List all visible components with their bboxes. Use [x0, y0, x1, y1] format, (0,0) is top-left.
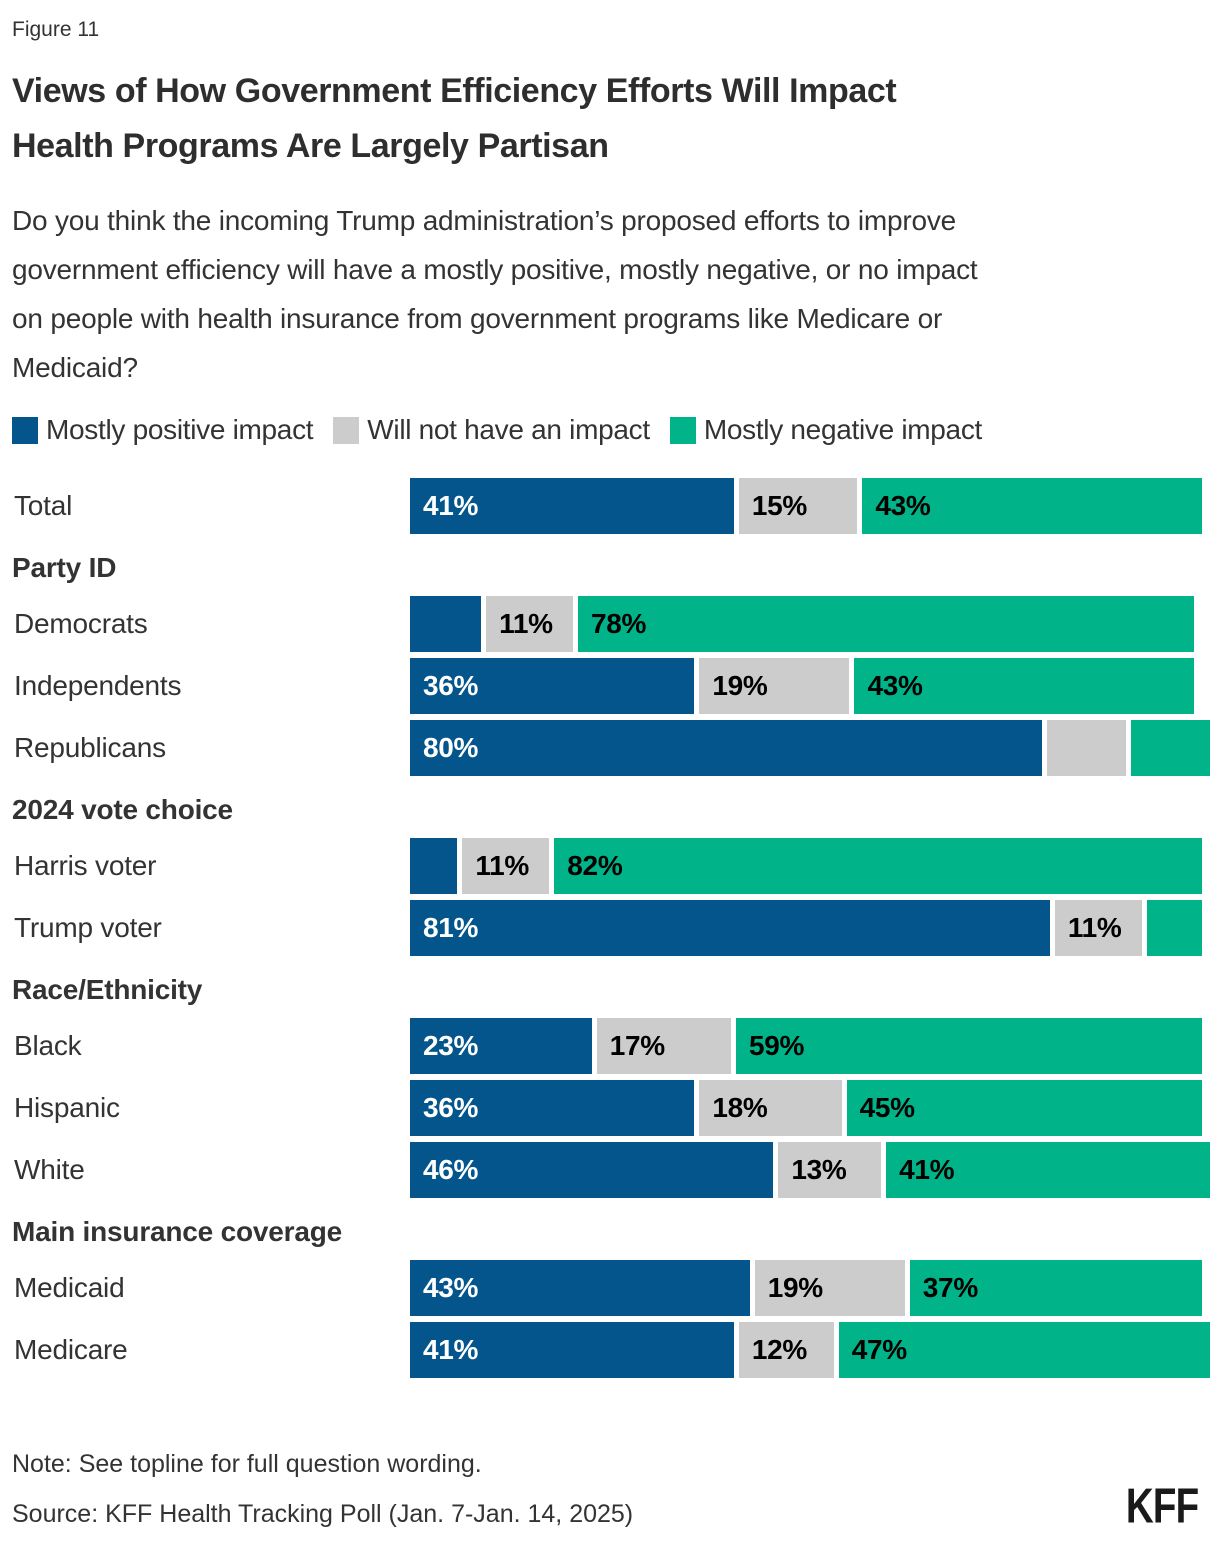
- bar-row: [12, 1142, 1206, 1198]
- segment-label: 41%: [423, 1334, 479, 1365]
- stacked-bar: [410, 1018, 1202, 1074]
- segment-label: 23%: [423, 1030, 479, 1061]
- segment-label: 37%: [922, 1272, 978, 1303]
- bar-segment-no-impact: [739, 478, 858, 534]
- bar-segment-negative: [736, 1018, 1202, 1074]
- row-label: White: [14, 1154, 85, 1185]
- bar-row: [12, 1322, 1206, 1378]
- segment-label: 43%: [875, 490, 931, 521]
- legend-item-positive: [12, 414, 313, 446]
- segment-label: 43%: [423, 1272, 479, 1303]
- segment-label: 46%: [423, 1154, 479, 1185]
- row-label: Democrats: [14, 608, 148, 639]
- chart-title: Views of How Government Efficiency Efforts Will Impact Health Programs Are Largely Partisan: [12, 72, 897, 165]
- bar-segment-no-impact: [1055, 900, 1142, 956]
- bar-segment-negative: [862, 478, 1202, 534]
- row-label: Hispanic: [14, 1092, 120, 1123]
- chart-question: Do you think the incoming Trump administration’s proposed efforts to improve government efficiency will have a mostly positive, mostly negative, or no impact on people with health insurance from government programs like Medicare or Medicaid?: [12, 205, 978, 383]
- bar-segment-no-impact: [755, 1260, 905, 1316]
- row-label: Medicaid: [14, 1272, 125, 1303]
- bar-segment-no-impact: [462, 838, 549, 894]
- segment-label: 43%: [867, 670, 923, 701]
- segment-label: 11%: [499, 608, 553, 639]
- bar-segment-positive: [410, 1322, 734, 1378]
- bar-row: [12, 838, 1206, 894]
- segment-label: 41%: [899, 1154, 955, 1185]
- segment-label: 82%: [567, 850, 623, 881]
- section-header: 2024 vote choice: [12, 794, 233, 825]
- bar-segment-negative: [554, 838, 1202, 894]
- legend-label-no-impact: Will not have an impact: [367, 414, 650, 445]
- segment-label: 78%: [590, 608, 647, 639]
- stacked-bar: [410, 1322, 1210, 1378]
- bar-segment-positive: [410, 658, 694, 714]
- bar-row: [12, 1260, 1206, 1316]
- bar-segment-positive: [410, 1260, 750, 1316]
- segment-label: 36%: [423, 670, 479, 701]
- bar-segment-positive: [410, 900, 1050, 956]
- stacked-bar: [410, 596, 1194, 652]
- segment-label: 13%: [791, 1154, 847, 1185]
- bar-segment-no-impact: [699, 1080, 841, 1136]
- bar-segment-no-impact: [597, 1018, 731, 1074]
- segment-label: 11%: [1067, 912, 1122, 943]
- segment-label: 80%: [423, 732, 479, 763]
- legend-item-no-impact: [333, 414, 650, 446]
- source-text: Source: KFF Health Tracking Poll (Jan. 7-Jan. 14, 2025): [12, 1500, 634, 1528]
- bar-segment-no-impact: [1047, 720, 1126, 776]
- bar-segment-positive: [410, 838, 457, 894]
- legend-label-negative: Mostly negative impact: [703, 414, 983, 445]
- segment-label: 17%: [609, 1030, 665, 1061]
- segment-label: 12%: [751, 1334, 808, 1365]
- bar-segment-negative: [847, 1080, 1203, 1136]
- bar-segment-positive: [410, 596, 481, 652]
- bar-segment-negative: [839, 1322, 1210, 1378]
- bar-segment-negative: [578, 596, 1194, 652]
- segment-label: 47%: [851, 1334, 907, 1365]
- legend-swatch-no-impact: [333, 417, 359, 444]
- legend: [12, 414, 1206, 446]
- chart-rows: [12, 478, 1206, 1378]
- stacked-bar: [410, 1260, 1202, 1316]
- legend-swatch-positive: [12, 417, 38, 444]
- bar-segment-no-impact: [486, 596, 573, 652]
- bar-segment-positive: [410, 1142, 773, 1198]
- stacked-bar: [410, 478, 1202, 534]
- bar-segment-negative: [910, 1260, 1202, 1316]
- bar-segment-negative: [1131, 720, 1210, 776]
- stacked-bar: [410, 838, 1202, 894]
- stacked-bar: [410, 900, 1202, 956]
- bar-segment-positive: [410, 478, 734, 534]
- stacked-bar: [410, 658, 1194, 714]
- kff-logo: KFF: [1125, 1477, 1198, 1533]
- segment-label: 59%: [748, 1030, 805, 1061]
- row-label: Trump voter: [14, 912, 162, 943]
- figure-label: Figure 11: [12, 18, 100, 41]
- segment-label: 18%: [712, 1092, 768, 1123]
- segment-label: 19%: [712, 670, 768, 701]
- bar-segment-negative: [1147, 900, 1202, 956]
- legend-item-negative: [670, 414, 982, 446]
- row-label: Republicans: [14, 732, 166, 763]
- stacked-bar: [410, 1142, 1210, 1198]
- bar-row: [12, 1018, 1206, 1074]
- row-label: Black: [14, 1030, 82, 1061]
- bar-segment-positive: [410, 1018, 592, 1074]
- segment-label: 15%: [751, 490, 808, 521]
- bar-segment-negative: [886, 1142, 1210, 1198]
- segment-label: 41%: [423, 490, 479, 521]
- bar-row: [12, 720, 1206, 776]
- segment-label: 11%: [475, 850, 529, 881]
- segment-label: 36%: [423, 1092, 479, 1123]
- bar-segment-positive: [410, 720, 1042, 776]
- bar-row: [12, 658, 1206, 714]
- bar-segment-positive: [410, 1080, 694, 1136]
- row-label: Independents: [14, 670, 182, 701]
- bar-segment-no-impact: [739, 1322, 834, 1378]
- bar-segment-no-impact: [699, 658, 849, 714]
- section-header: Main insurance coverage: [12, 1216, 342, 1247]
- section-header: Race/Ethnicity: [12, 974, 203, 1005]
- segment-label: 19%: [767, 1272, 823, 1303]
- legend-label-positive: Mostly positive impact: [46, 414, 314, 445]
- bar-segment-negative: [854, 658, 1194, 714]
- bar-row: [12, 596, 1206, 652]
- bar-row: [12, 900, 1206, 956]
- segment-label: 81%: [423, 912, 479, 943]
- row-label: Total: [14, 490, 73, 521]
- row-label: Medicare: [14, 1334, 128, 1365]
- stacked-bar: [410, 1080, 1202, 1136]
- bar-segment-no-impact: [778, 1142, 881, 1198]
- legend-swatch-negative: [670, 417, 696, 444]
- segment-label: 45%: [859, 1092, 915, 1123]
- section-header: Party ID: [12, 552, 117, 583]
- bar-row: [12, 478, 1206, 534]
- stacked-bar: [410, 720, 1210, 776]
- bar-row: [12, 1080, 1206, 1136]
- row-label: Harris voter: [14, 850, 157, 881]
- note-text: Note: See topline for full question wording.: [12, 1450, 482, 1478]
